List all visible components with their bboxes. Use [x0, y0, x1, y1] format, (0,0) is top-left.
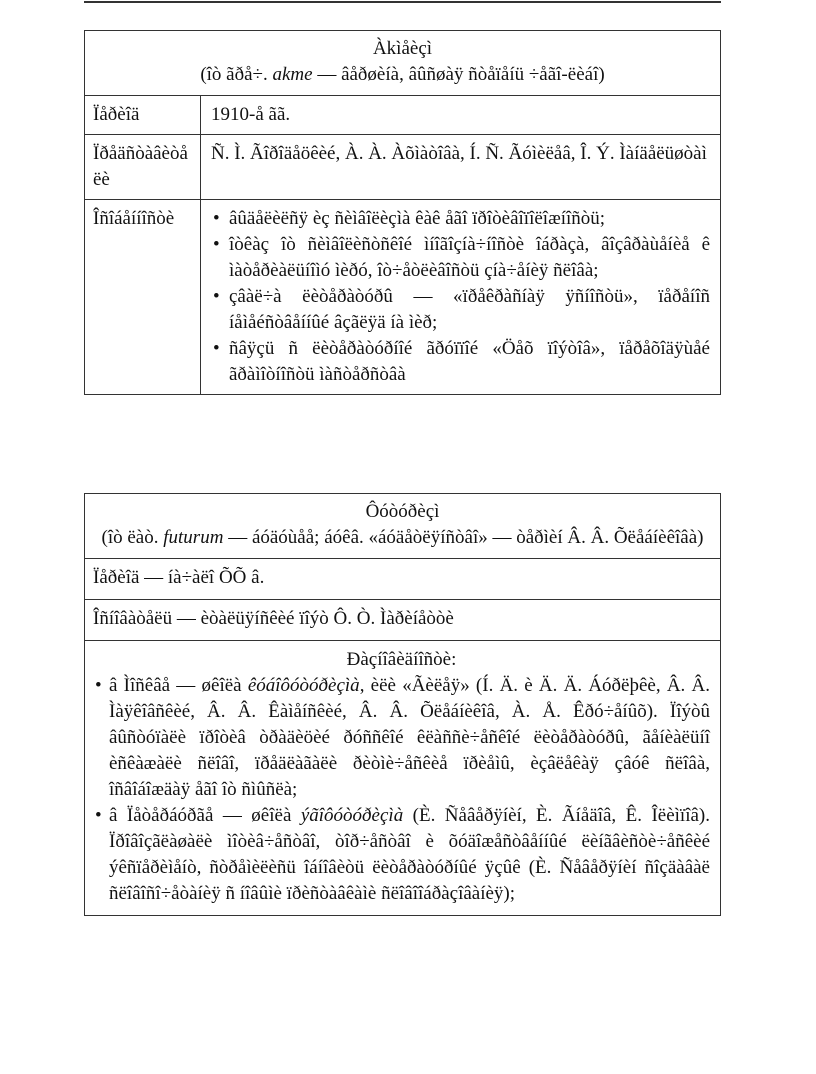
representatives-label: Ïðåäñòàâèòåëè: [85, 135, 201, 199]
features-label: Îñîáåííîñòè: [85, 200, 201, 394]
top-rule: [84, 1, 721, 3]
list-item: [93, 803, 710, 907]
subtitle-post: — áóäóùåå; áóêâ. «áóäåòëÿíñòâî» — òåðìèí Â. Â. Õëåáíèêîâà): [223, 527, 704, 548]
variants-list: [93, 673, 710, 907]
row-features: [85, 200, 720, 394]
acmeism-caption: [85, 31, 720, 96]
futurism-founder: Îñíîâàòåëü — èòàëüÿíñêèé ïîýò Ô. Ò. Ìàðèíåòòè: [93, 608, 454, 629]
acmeism-subtitle: [95, 62, 710, 88]
row-period: [85, 559, 720, 600]
list-item: [93, 673, 710, 803]
features-value: [201, 200, 720, 394]
variant-term: ýãîôóòóðèçìà: [300, 805, 404, 826]
subtitle-pre: (îò ãðå÷.: [200, 64, 273, 85]
subtitle-post: — âåðøèíà, âûñøàÿ ñòåïåíü ÷åãî-ëèáî): [312, 64, 605, 85]
row-representatives: [85, 135, 720, 200]
futurism-period: Ïåðèîä — íà÷àëî ÕÕ â.: [93, 567, 265, 588]
list-item: • âûäåëèëñÿ èç ñèìâîëèçìà êàê åãî ïðîòèâîïîëîæíîñòü;: [211, 206, 710, 232]
list-item: • ñâÿçü ñ ëèòåðàòóðíîé ãðóïïîé «Öåõ ïîýòîâ», ïåðåõîäÿùåé ãðàìîòíîñòü ìàñòåðñòâà: [211, 336, 710, 388]
list-item: • îòêàç îò ñèìâîëèñòñêîé ìíîãîçíà÷íîñòè îáðàçà, âîçâðàùåíèå ê ìàòåðèàëüíîìó ìèðó, îò÷åòëèâîñòü çíà÷åíèÿ ñëîâà;: [211, 232, 710, 284]
futurism-caption: [85, 494, 720, 559]
variant-pre: â Ìîñêâå — øêîëà: [109, 675, 248, 696]
variants-heading: Ðàçíîâèäíîñòè:: [346, 649, 457, 670]
row-founder: [85, 600, 720, 641]
variant-post: (È. Ñåâåðÿíèí, È. Ãíåäîâ, Ê. Îëèìïîâ). Ïðîâîçãëàøàëè ìîòèâ÷åñòâî, òîð÷åñòâî è õóäîæåñòâåííûé ëèíãâèñòè÷åñêèé ýêñïåðèìåíò, ñòðåìèëèñü îáíîâèòü ëèòåðàòóðíûé ÿçûê (È. Ñåâåðÿíèí ñîçäàâàë ñëîâîñî÷åòàíèÿ ñ íîâûìè ïðèñòàâêàìè ñëîâîîáðàçîâàíèÿ);: [109, 805, 710, 904]
representatives-value: Ñ. Ì. Ãîðîäåöêèé, À. À. Àõìàòîâà, Í. Ñ. Ãóìèëåâ, Î. Ý. Ìàíäåëüøòàì: [211, 143, 707, 164]
futurism-table: [84, 493, 721, 916]
period-label: Ïåðèîä: [85, 96, 201, 134]
futurism-subtitle: [95, 525, 710, 551]
subtitle-term: futurum: [163, 527, 224, 548]
list-item: • çâàë÷à ëèòåðàòóðû — «ïðåêðàñíàÿ ÿñíîñòü», ïåðåíîñ íåìåéñòâåííûé âçãëÿä íà ìèð;: [211, 284, 710, 336]
acmeism-table: [84, 30, 721, 395]
subtitle-pre: (îò ëàò.: [101, 527, 164, 548]
acmeism-title: Àkìåèçì: [372, 38, 433, 59]
subtitle-term: akme: [272, 64, 313, 85]
features-list: [211, 206, 710, 388]
row-variants: [85, 641, 720, 915]
variant-post: , èëè «Ãèëåÿ» (Í. Ä. è Ä. Ä. Áóðëþêè, Â. Â. Ìàÿêîâñêèé, Â. Â. Êàìåíñêèé, Â. Â. Õëåáíèêîâ, À. Å. Êðó÷åíûõ). Ïîýòû âûñòóïàëè ïðîòèâ òðàäèöèé ðóññêîé êëàññè÷åñêîé ëèòåðàòóðû, ãåíèàëüíî èñêàæàëè ñëîâî, ïðåäëàãàëè ðèòìè÷åñêèå ïðèåìû, èçâëåêàÿ çâóê ñëîâà, îñâîáîæäàÿ åãî îò ñìûñëà;: [109, 675, 710, 800]
variant-term: êóáîôóòóðèçìà: [247, 675, 360, 696]
variant-pre: â Ïåòåðáóðãå — øêîëà: [109, 805, 301, 826]
futurism-title: Ôóòóðèçì: [365, 501, 440, 522]
row-period: [85, 96, 720, 135]
period-value: 1910-å ãã.: [211, 104, 291, 125]
futurism-variants: [85, 641, 720, 915]
